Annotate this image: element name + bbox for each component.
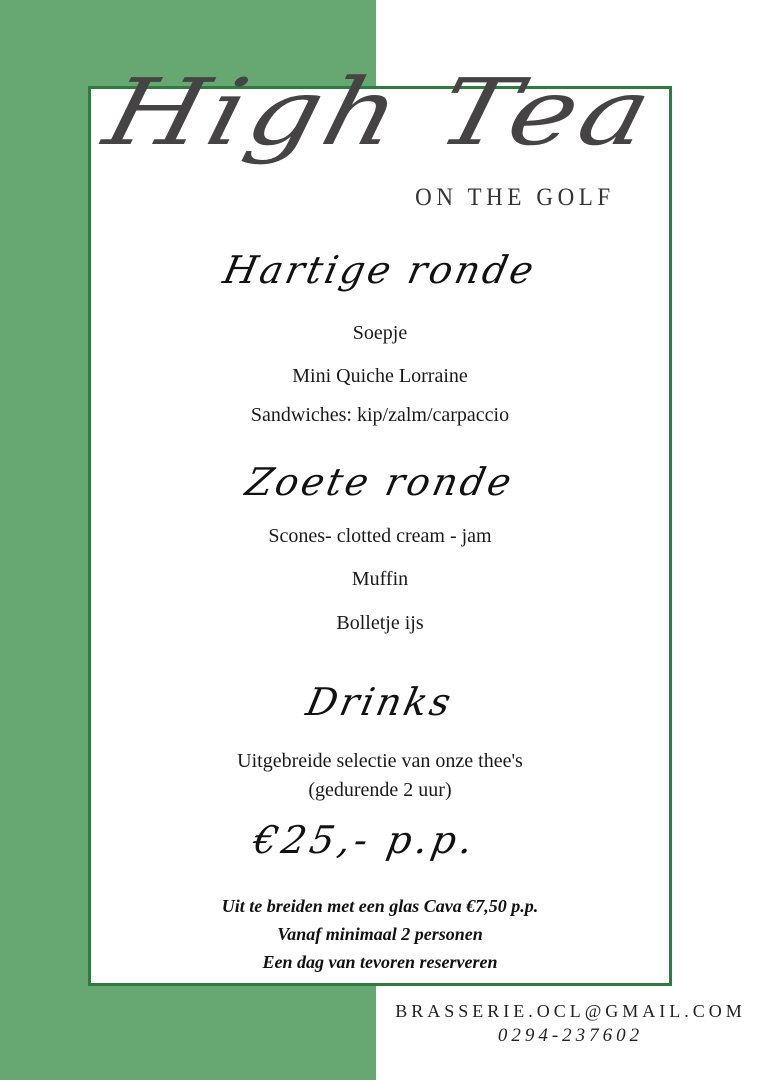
- menu-item: Muffin: [351, 568, 409, 590]
- section-title-zoete-ronde: Zoete ronde: [241, 460, 519, 504]
- note-line: Uit te breiden met een glas Cava €7,50 p.p.: [221, 896, 539, 916]
- contact-email: BRASSERIE.OCL@GMAIL.COM: [395, 1001, 746, 1021]
- page-title: High Tea: [94, 59, 666, 167]
- note-line: Vanaf minimaal 2 personen: [277, 924, 483, 944]
- menu-item: Soepje: [352, 322, 408, 344]
- menu-item: Uitgebreide selectie van onze thee's: [237, 750, 523, 772]
- page-subtitle: ON THE GOLF: [415, 184, 615, 211]
- contact-phone: 0294-237602: [497, 1025, 644, 1046]
- menu-item: (gedurende 2 uur): [308, 779, 452, 801]
- note-line: Een dag van tevoren reserveren: [262, 952, 498, 972]
- menu-item: Bolletje ijs: [336, 612, 424, 634]
- section-title-hartige-ronde: Hartige ronde: [219, 248, 541, 292]
- price: €25,- p.p.: [249, 818, 481, 862]
- section-title-drinks: Drinks: [302, 680, 458, 724]
- menu-item: Sandwiches: kip/zalm/carpaccio: [250, 404, 510, 426]
- menu-item: Mini Quiche Lorraine: [292, 365, 468, 387]
- menu-item: Scones- clotted cream - jam: [268, 525, 492, 547]
